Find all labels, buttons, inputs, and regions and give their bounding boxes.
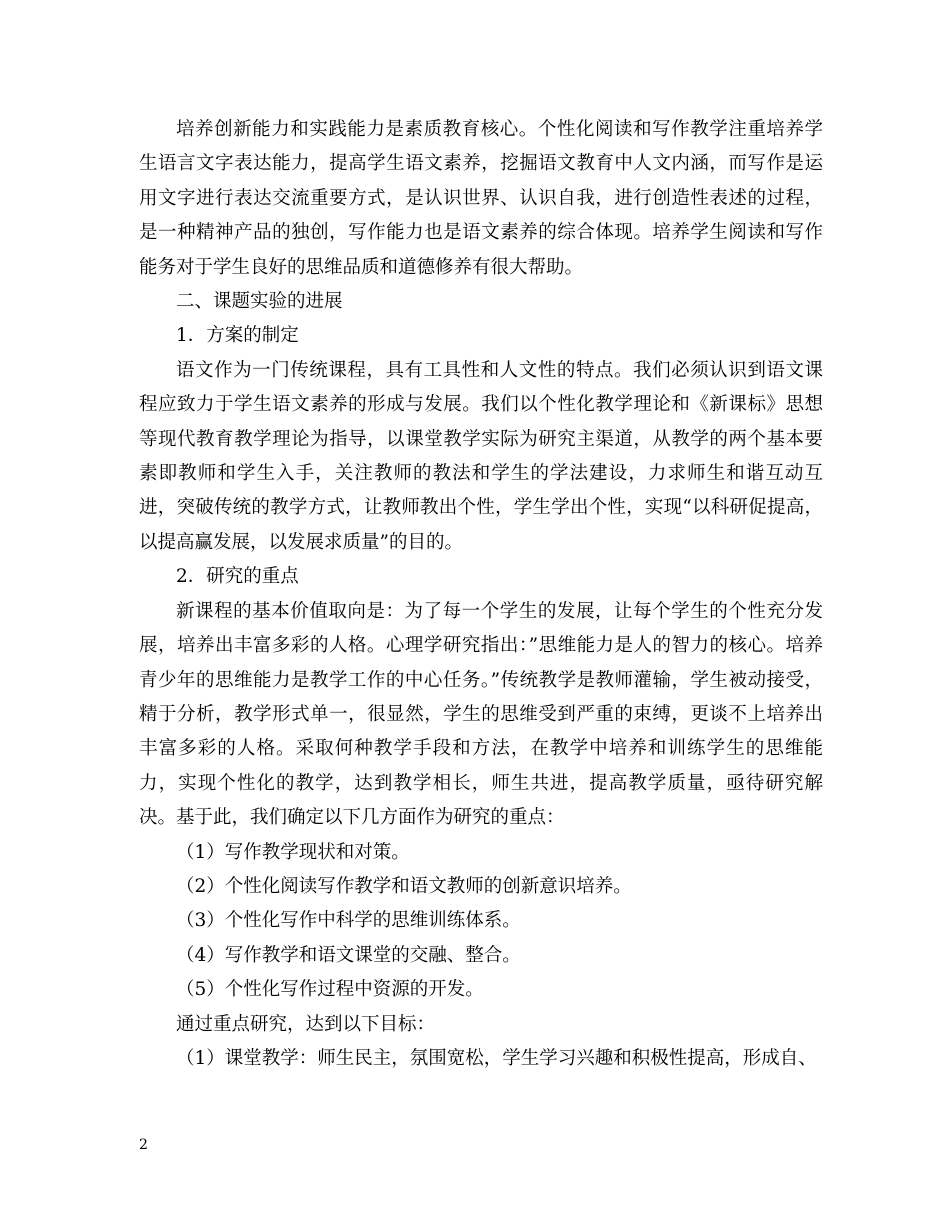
paragraph-plan: 语文作为一门传统课程，具有工具性和人文性的特点。我们必须认识到语文课程应致力于学生语文素养的形成与发展。我们以个性化教学理论和《新课标》思想等现代教育教学理论为指导，以课堂教学实际为研究主渠道，从教学的两个基本要素即教师和学生入手，关注教师的教法和学生的学法建设，力求师生和谐互动互进，突破传统的教学方式，让教师教出个性，学生学出个性，实现“以科研促提高，以提高赢发展，以发展求质量”的目的。 (139, 359, 823, 553)
body-text (139, 113, 823, 1076)
paragraph-focus: 新课程的基本价值取向是：为了每一个学生的发展，让每个学生的个性充分发展，培养出丰富多彩的人格。心理学研究指出：”思维能力是人的智力的核心。培养青少年的思维能力是教学工作的中心任务。”传统教学是教师灌输，学生被动接受，精于分析，教学形式单一，很显然，学生的思维受到严重的束缚，更谈不上培养出丰富多彩的人格。采取何种教学手段和方法，在教学中培养和训练学生的思维能力，实现个性化的教学，达到教学相长，师生共进，提高教学质量，亟待研究解决。基于此，我们确定以下几方面作为研究的重点： (139, 600, 823, 829)
goal-item-1: （1）课堂教学：师生民主，氛围宽松，学生学习兴趣和积极性提高，形成自、 (176, 1047, 817, 1069)
subheading-plan: 1．方案的制定 (176, 325, 299, 347)
focus-item-1: （1）写作教学现状和对策。 (176, 841, 410, 863)
page-number: 2 (139, 1137, 148, 1153)
section-heading-progress: 二、课题实验的进展 (176, 291, 343, 313)
focus-item-2: （2）个性化阅读写作教学和语文教师的创新意识培养。 (176, 875, 632, 897)
focus-item-4: （4）写作教学和语文课堂的交融、整合。 (176, 944, 521, 966)
subheading-focus: 2．研究的重点 (176, 566, 299, 588)
focus-item-5: （5）个性化写作过程中资源的开发。 (176, 979, 484, 1001)
paragraph-goals-intro: 通过重点研究，达到以下目标： (176, 1013, 436, 1035)
focus-item-3: （3）个性化写作中科学的思维训练体系。 (176, 910, 521, 932)
paragraph-intro: 培养创新能力和实践能力是素质教育核心。个性化阅读和写作教学注重培养学生语言文字表达能力，提高学生语文素养，挖掘语文教育中人文内涵，而写作是运用文字进行表达交流重要方式，是认识世界、认识自我，进行创造性表述的过程，是一种精神产品的独创，写作能力也是语文素养的综合体现。培养学生阅读和写作能务对于学生良好的思维品质和道德修养有很大帮助。 (139, 119, 823, 278)
